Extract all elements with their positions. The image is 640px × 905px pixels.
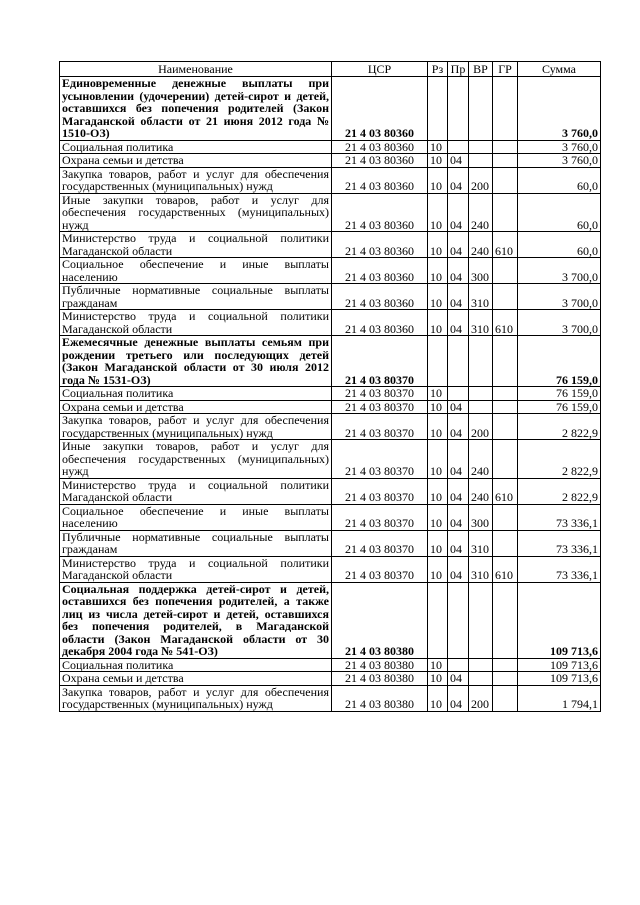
cell-name: Социальное обеспечение и иные выплаты населению xyxy=(60,258,332,284)
table-row xyxy=(60,685,601,711)
cell-rz: 10 xyxy=(428,556,448,582)
cell-sum: 3 760,0 xyxy=(518,154,601,168)
cell-vr xyxy=(469,658,493,672)
cell-pr: 04 xyxy=(448,556,469,582)
cell-rz: 10 xyxy=(428,530,448,556)
table-row xyxy=(60,154,601,168)
cell-sum: 3 760,0 xyxy=(518,140,601,154)
cell-name: Охрана семьи и детства xyxy=(60,154,332,168)
cell-gr xyxy=(493,140,518,154)
header-csr: ЦСР xyxy=(332,62,428,77)
cell-name: Закупка товаров, работ и услуг для обеспечения государственных (муниципальных) нужд xyxy=(60,167,332,193)
cell-sum: 76 159,0 xyxy=(518,387,601,401)
cell-sum: 1 794,1 xyxy=(518,685,601,711)
table-row xyxy=(60,336,601,387)
table-row xyxy=(60,232,601,258)
cell-csr: 21 4 03 80380 xyxy=(332,672,428,686)
cell-gr xyxy=(493,504,518,530)
cell-sum: 60,0 xyxy=(518,232,601,258)
cell-vr xyxy=(469,140,493,154)
cell-pr: 04 xyxy=(448,504,469,530)
cell-name: Социальная поддержка детей-сирот и детей, оставшихся без попечения родителей, а также лиц из числа детей-сирот и детей, оставшихся без попечения родителей, в Магаданской области (Закон Магаданской области от 30 декабря 2004 года № 541-ОЗ) xyxy=(60,582,332,658)
cell-pr: 04 xyxy=(448,400,469,414)
budget-table xyxy=(59,61,601,712)
cell-pr: 04 xyxy=(448,478,469,504)
cell-vr: 310 xyxy=(469,530,493,556)
cell-gr xyxy=(493,336,518,387)
cell-sum: 76 159,0 xyxy=(518,400,601,414)
cell-vr xyxy=(469,400,493,414)
cell-pr: 04 xyxy=(448,193,469,232)
table-row xyxy=(60,440,601,479)
cell-pr: 04 xyxy=(448,258,469,284)
cell-pr xyxy=(448,582,469,658)
cell-pr: 04 xyxy=(448,414,469,440)
cell-name: Социальная политика xyxy=(60,387,332,401)
cell-name: Ежемесячные денежные выплаты семьям при рождении третьего или последующих детей (Закон Магаданской области от 30 июля 2012 года № 1531-ОЗ) xyxy=(60,336,332,387)
cell-pr xyxy=(448,77,469,141)
table-row xyxy=(60,530,601,556)
header-vr: ВР xyxy=(469,62,493,77)
cell-name: Закупка товаров, работ и услуг для обеспечения государственных (муниципальных) нужд xyxy=(60,685,332,711)
cell-sum: 60,0 xyxy=(518,167,601,193)
cell-name: Иные закупки товаров, работ и услуг для обеспечения государственных (муниципальных) нужд xyxy=(60,193,332,232)
cell-csr: 21 4 03 80360 xyxy=(332,77,428,141)
cell-pr: 04 xyxy=(448,440,469,479)
cell-vr: 240 xyxy=(469,478,493,504)
cell-gr xyxy=(493,440,518,479)
cell-gr xyxy=(493,400,518,414)
table-row xyxy=(60,504,601,530)
cell-sum: 3 700,0 xyxy=(518,310,601,336)
cell-name: Социальная политика xyxy=(60,658,332,672)
cell-gr xyxy=(493,77,518,141)
cell-rz: 10 xyxy=(428,167,448,193)
cell-rz: 10 xyxy=(428,672,448,686)
cell-vr xyxy=(469,154,493,168)
header-name: Наименование xyxy=(60,62,332,77)
cell-csr: 21 4 03 80370 xyxy=(332,336,428,387)
cell-vr xyxy=(469,336,493,387)
cell-pr: 04 xyxy=(448,672,469,686)
cell-rz xyxy=(428,582,448,658)
cell-sum: 3 700,0 xyxy=(518,258,601,284)
cell-vr: 240 xyxy=(469,193,493,232)
table-row xyxy=(60,672,601,686)
cell-csr: 21 4 03 80370 xyxy=(332,440,428,479)
cell-rz: 10 xyxy=(428,414,448,440)
cell-gr: 610 xyxy=(493,478,518,504)
cell-csr: 21 4 03 80360 xyxy=(332,140,428,154)
cell-vr: 310 xyxy=(469,556,493,582)
cell-csr: 21 4 03 80370 xyxy=(332,556,428,582)
cell-pr: 04 xyxy=(448,284,469,310)
cell-vr: 200 xyxy=(469,685,493,711)
cell-sum: 73 336,1 xyxy=(518,504,601,530)
cell-vr xyxy=(469,387,493,401)
cell-gr xyxy=(493,672,518,686)
cell-gr xyxy=(493,258,518,284)
cell-gr xyxy=(493,658,518,672)
cell-rz: 10 xyxy=(428,232,448,258)
cell-csr: 21 4 03 80360 xyxy=(332,284,428,310)
table-body xyxy=(60,77,601,712)
cell-sum: 2 822,9 xyxy=(518,440,601,479)
table-row xyxy=(60,658,601,672)
table-row xyxy=(60,414,601,440)
table-row xyxy=(60,140,601,154)
cell-pr xyxy=(448,336,469,387)
cell-rz: 10 xyxy=(428,658,448,672)
cell-name: Министерство труда и социальной политики Магаданской области xyxy=(60,478,332,504)
table-row xyxy=(60,258,601,284)
header-sum: Сумма xyxy=(518,62,601,77)
cell-name: Закупка товаров, работ и услуг для обеспечения государственных (муниципальных) нужд xyxy=(60,414,332,440)
cell-csr: 21 4 03 80360 xyxy=(332,258,428,284)
cell-gr xyxy=(493,193,518,232)
cell-csr: 21 4 03 80380 xyxy=(332,685,428,711)
cell-rz: 10 xyxy=(428,387,448,401)
cell-sum: 109 713,6 xyxy=(518,582,601,658)
cell-vr: 310 xyxy=(469,310,493,336)
cell-gr: 610 xyxy=(493,556,518,582)
cell-sum: 3 700,0 xyxy=(518,284,601,310)
cell-name: Единовременные денежные выплаты при усыновлении (удочерении) детей-сирот и детей, оставшихся без попечения родителей (Закон Магаданской области от 21 июня 2012 года № 1510-ОЗ) xyxy=(60,77,332,141)
cell-gr xyxy=(493,387,518,401)
cell-csr: 21 4 03 80370 xyxy=(332,504,428,530)
header-rz: Рз xyxy=(428,62,448,77)
cell-rz: 10 xyxy=(428,310,448,336)
table-row xyxy=(60,167,601,193)
cell-rz: 10 xyxy=(428,504,448,530)
cell-csr: 21 4 03 80370 xyxy=(332,478,428,504)
cell-name: Публичные нормативные социальные выплаты гражданам xyxy=(60,530,332,556)
cell-sum: 109 713,6 xyxy=(518,672,601,686)
cell-csr: 21 4 03 80380 xyxy=(332,658,428,672)
table-row xyxy=(60,77,601,141)
cell-vr: 240 xyxy=(469,232,493,258)
cell-vr: 300 xyxy=(469,504,493,530)
cell-vr xyxy=(469,77,493,141)
cell-gr xyxy=(493,414,518,440)
cell-rz xyxy=(428,77,448,141)
cell-csr: 21 4 03 80360 xyxy=(332,310,428,336)
table-row xyxy=(60,582,601,658)
cell-rz: 10 xyxy=(428,440,448,479)
cell-pr: 04 xyxy=(448,310,469,336)
cell-sum: 73 336,1 xyxy=(518,530,601,556)
cell-gr xyxy=(493,154,518,168)
cell-pr: 04 xyxy=(448,530,469,556)
cell-csr: 21 4 03 80370 xyxy=(332,414,428,440)
cell-rz: 10 xyxy=(428,140,448,154)
cell-csr: 21 4 03 80360 xyxy=(332,154,428,168)
cell-vr: 300 xyxy=(469,258,493,284)
cell-name: Охрана семьи и детства xyxy=(60,672,332,686)
cell-pr: 04 xyxy=(448,167,469,193)
cell-rz: 10 xyxy=(428,284,448,310)
cell-name: Публичные нормативные социальные выплаты гражданам xyxy=(60,284,332,310)
cell-gr xyxy=(493,284,518,310)
cell-gr xyxy=(493,685,518,711)
cell-name: Министерство труда и социальной политики Магаданской области xyxy=(60,232,332,258)
cell-vr: 240 xyxy=(469,440,493,479)
table-row xyxy=(60,400,601,414)
cell-pr: 04 xyxy=(448,154,469,168)
cell-name: Охрана семьи и детства xyxy=(60,400,332,414)
cell-name: Иные закупки товаров, работ и услуг для обеспечения государственных (муниципальных) нужд xyxy=(60,440,332,479)
cell-csr: 21 4 03 80360 xyxy=(332,193,428,232)
cell-rz: 10 xyxy=(428,400,448,414)
table-row xyxy=(60,310,601,336)
cell-sum: 60,0 xyxy=(518,193,601,232)
table-row xyxy=(60,387,601,401)
cell-gr xyxy=(493,582,518,658)
cell-csr: 21 4 03 80370 xyxy=(332,387,428,401)
cell-csr: 21 4 03 80370 xyxy=(332,530,428,556)
cell-pr xyxy=(448,658,469,672)
cell-vr: 200 xyxy=(469,167,493,193)
cell-csr: 21 4 03 80370 xyxy=(332,400,428,414)
table-row xyxy=(60,478,601,504)
cell-pr xyxy=(448,387,469,401)
cell-csr: 21 4 03 80360 xyxy=(332,167,428,193)
cell-pr: 04 xyxy=(448,685,469,711)
cell-rz: 10 xyxy=(428,258,448,284)
table-row xyxy=(60,556,601,582)
cell-gr xyxy=(493,167,518,193)
cell-rz: 10 xyxy=(428,685,448,711)
cell-rz xyxy=(428,336,448,387)
header-gr: ГР xyxy=(493,62,518,77)
cell-vr xyxy=(469,672,493,686)
cell-name: Министерство труда и социальной политики Магаданской области xyxy=(60,556,332,582)
cell-vr: 310 xyxy=(469,284,493,310)
cell-pr: 04 xyxy=(448,232,469,258)
table-header-row xyxy=(60,62,601,77)
cell-name: Социальная политика xyxy=(60,140,332,154)
cell-sum: 109 713,6 xyxy=(518,658,601,672)
cell-vr: 200 xyxy=(469,414,493,440)
cell-sum: 2 822,9 xyxy=(518,414,601,440)
cell-rz: 10 xyxy=(428,154,448,168)
cell-sum: 3 760,0 xyxy=(518,77,601,141)
cell-rz: 10 xyxy=(428,478,448,504)
cell-sum: 2 822,9 xyxy=(518,478,601,504)
cell-gr: 610 xyxy=(493,310,518,336)
cell-name: Социальное обеспечение и иные выплаты населению xyxy=(60,504,332,530)
cell-gr: 610 xyxy=(493,232,518,258)
cell-gr xyxy=(493,530,518,556)
cell-name: Министерство труда и социальной политики Магаданской области xyxy=(60,310,332,336)
cell-vr xyxy=(469,582,493,658)
cell-rz: 10 xyxy=(428,193,448,232)
cell-sum: 76 159,0 xyxy=(518,336,601,387)
header-pr: Пр xyxy=(448,62,469,77)
cell-pr xyxy=(448,140,469,154)
table-row xyxy=(60,193,601,232)
table-row xyxy=(60,284,601,310)
cell-sum: 73 336,1 xyxy=(518,556,601,582)
cell-csr: 21 4 03 80380 xyxy=(332,582,428,658)
cell-csr: 21 4 03 80360 xyxy=(332,232,428,258)
